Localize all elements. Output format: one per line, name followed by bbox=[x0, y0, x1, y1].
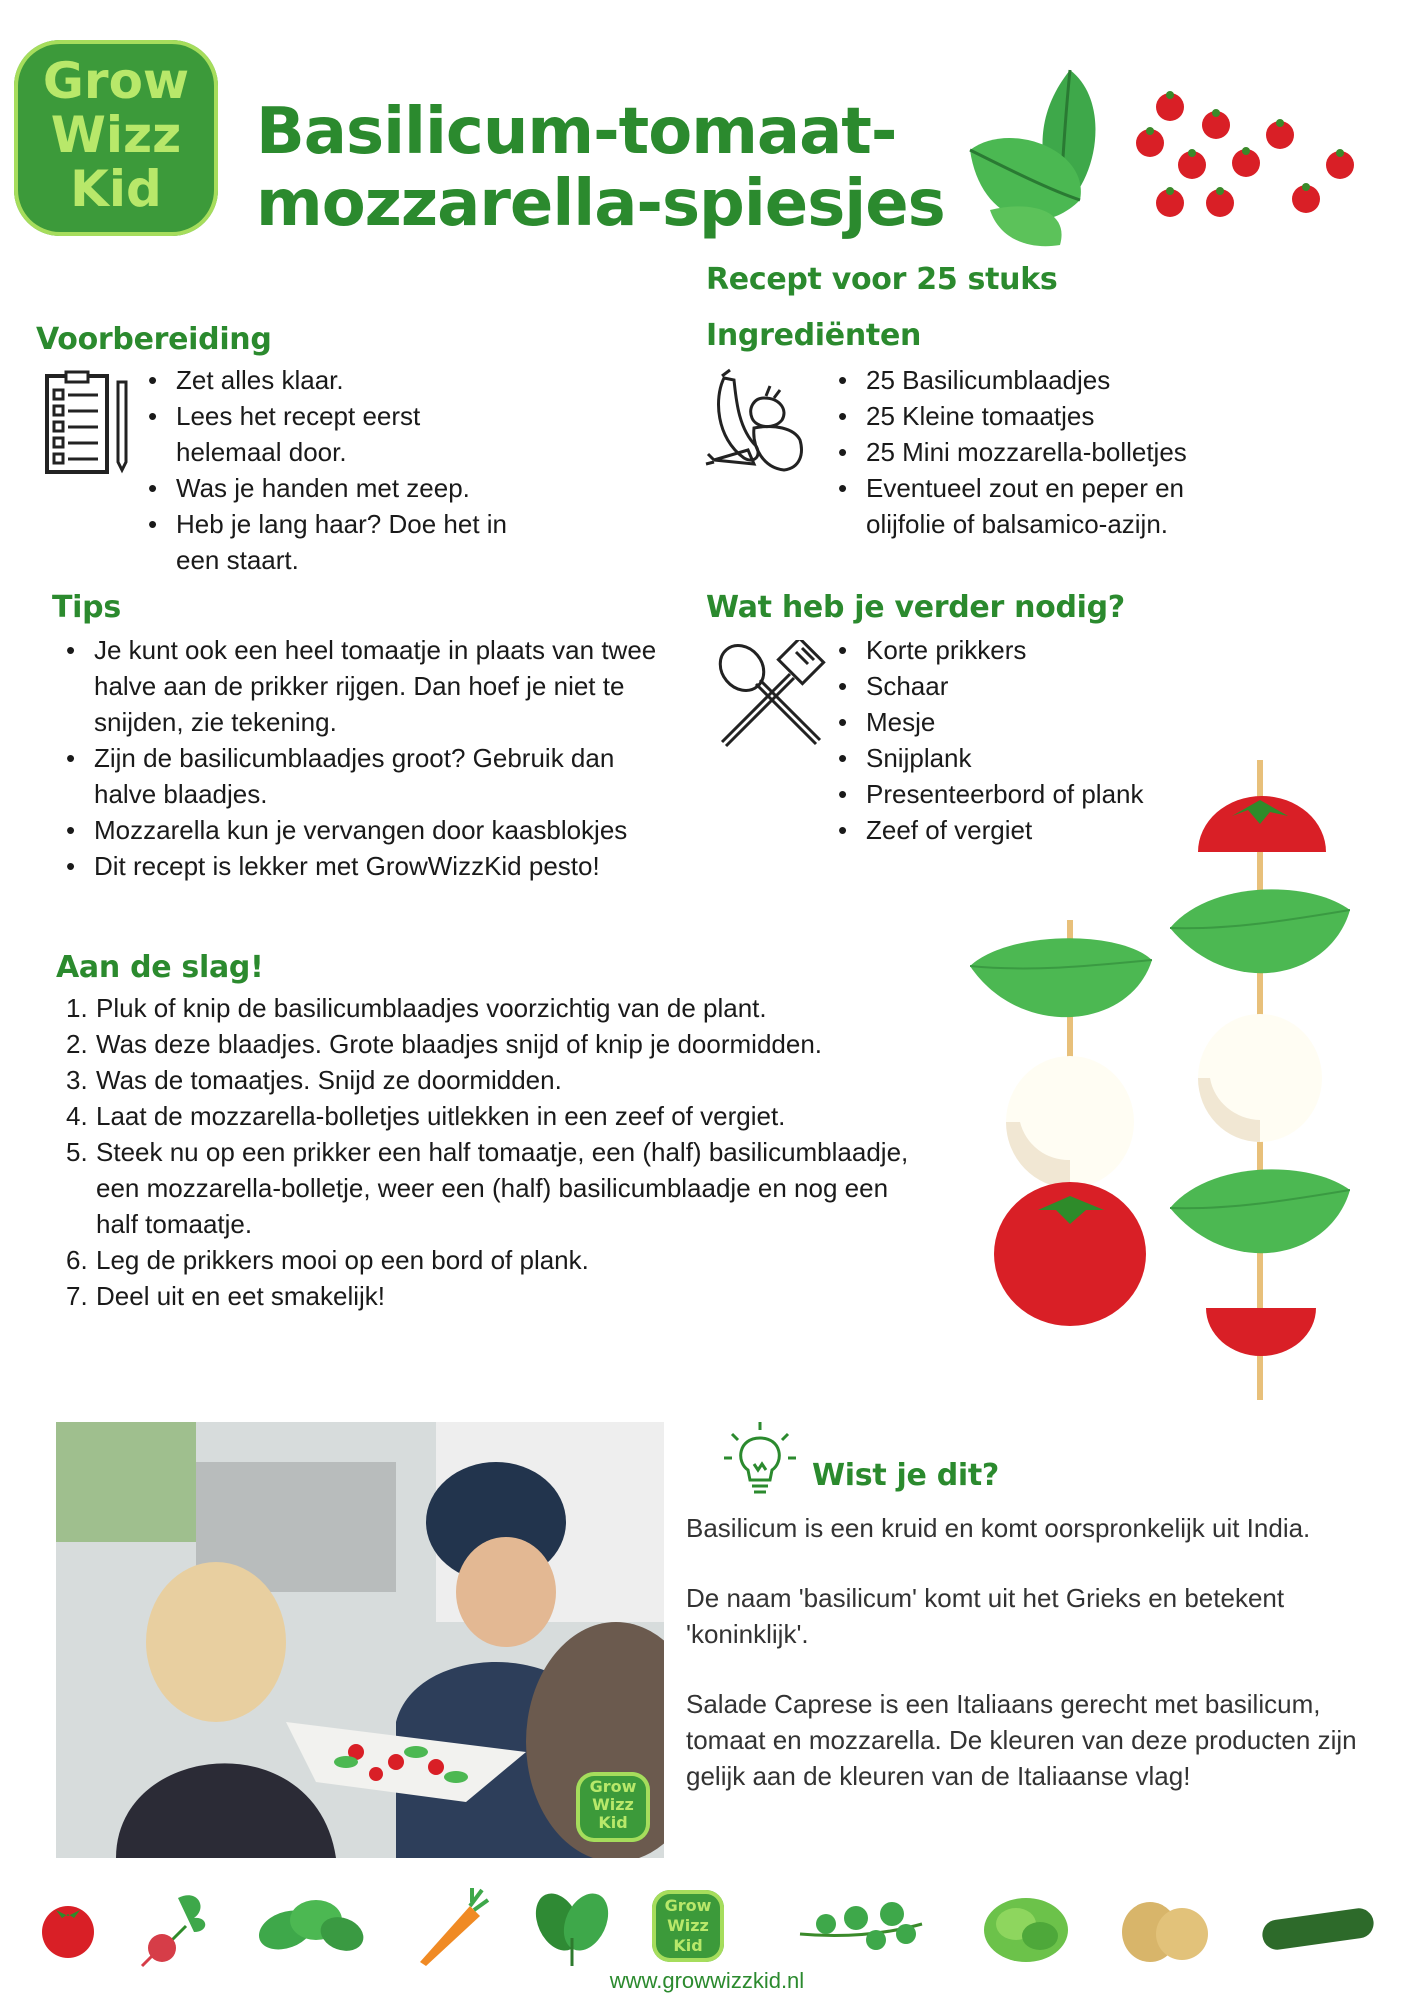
footer-logo-line-1: Grow bbox=[664, 1896, 712, 1915]
list-item: • Dit recept is lekker met GrowWizzKid pesto! bbox=[58, 848, 678, 884]
facts-heading: Wist je dit? bbox=[812, 1458, 999, 1493]
footer-logo-line-3: Kid bbox=[673, 1936, 703, 1955]
fact-paragraph: Salade Caprese is een Italiaans gerecht met basilicum, tomaat en mozzarella. De kleuren van deze producten zijn gelijk aan de kleuren van de Italiaanse vlag! bbox=[686, 1689, 1357, 1791]
title-line-2: mozzarella-spiesjes bbox=[256, 167, 945, 241]
list-item: • Zijn de basilicumblaadjes groot? Gebruik dan halve blaadjes. bbox=[58, 740, 678, 812]
fact-paragraph: De naam 'basilicum' komt uit het Grieks en betekent 'koninklijk'. bbox=[686, 1583, 1285, 1649]
lettuce-icon bbox=[980, 1888, 1072, 1968]
tips-heading: Tips bbox=[52, 590, 121, 625]
list-item: • Presenteerbord of plank bbox=[830, 776, 1210, 812]
photo-logo-line-3: Kid bbox=[598, 1813, 628, 1832]
checklist-icon bbox=[44, 370, 130, 476]
growwizzkid-logo bbox=[14, 40, 218, 236]
utensils-icon bbox=[712, 640, 828, 756]
list-item: • Was je handen met zeep. bbox=[140, 470, 520, 506]
list-item: • 25 Kleine tomaatjes bbox=[830, 398, 1250, 434]
list-item: • Eventueel zout en peper en olijfolie of balsamico-azijn. bbox=[830, 470, 1250, 542]
logo-line-2: Wizz bbox=[50, 106, 182, 164]
logo-line-3: Kid bbox=[70, 160, 162, 218]
title-line-1: Basilicum-tomaat- bbox=[256, 95, 897, 169]
logo-line-1: Grow bbox=[42, 52, 190, 110]
list-item: • Zet alles klaar. bbox=[140, 362, 520, 398]
radish-icon bbox=[138, 1888, 218, 1968]
tips-list bbox=[58, 632, 678, 884]
carrot-icon bbox=[410, 1888, 490, 1968]
footer-logo-line-2: Wizz bbox=[667, 1916, 709, 1935]
facts-text bbox=[686, 1510, 1386, 1794]
potato-icon bbox=[1120, 1892, 1210, 1964]
basil-leaves-illustration bbox=[950, 60, 1130, 250]
footer-logo bbox=[652, 1890, 724, 1962]
parsley-icon bbox=[796, 1894, 926, 1964]
list-item: • Zeef of vergiet bbox=[830, 812, 1210, 848]
steps-list bbox=[56, 990, 916, 1314]
step-item: Leg de prikkers mooi op een bord of plank. bbox=[96, 1245, 589, 1275]
list-item: • 25 Mini mozzarella-bolletjes bbox=[830, 434, 1250, 470]
list-item: • Schaar bbox=[830, 668, 1210, 704]
step-item: Was de tomaatjes. Snijd ze doormidden. bbox=[96, 1065, 562, 1095]
vegetables-icon bbox=[704, 368, 814, 478]
photo-logo-line-1: Grow bbox=[589, 1777, 637, 1796]
list-item: • Korte prikkers bbox=[830, 632, 1210, 668]
skewers-illustration bbox=[970, 760, 1350, 1400]
step-item: Was deze blaadjes. Grote blaadjes snijd of knip je doormidden. bbox=[96, 1029, 823, 1059]
step-item: Pluk of knip de basilicumblaadjes voorzichtig van de plant. bbox=[96, 993, 767, 1023]
list-item: • Lees het recept eerst helemaal door. bbox=[140, 398, 520, 470]
list-item: • 25 Basilicumblaadjes bbox=[830, 362, 1250, 398]
ingredients-heading: Ingrediënten bbox=[706, 318, 922, 353]
step-item: Deel uit en eet smakelijk! bbox=[96, 1281, 386, 1311]
preparation-heading: Voorbereiding bbox=[36, 322, 272, 357]
children-making-skewers-photo bbox=[56, 1422, 664, 1858]
list-item: • Snijplank bbox=[830, 740, 1210, 776]
cucumber-icon bbox=[1258, 1906, 1378, 1956]
fact-paragraph: Basilicum is een kruid en komt oorspronkelijk uit India. bbox=[686, 1513, 1311, 1543]
equipment-heading: Wat heb je verder nodig? bbox=[706, 590, 1125, 625]
step-item: Laat de mozzarella-bolletjes uitlekken in een zeef of vergiet. bbox=[96, 1101, 786, 1131]
lightbulb-icon bbox=[722, 1420, 798, 1500]
spinach-icon bbox=[530, 1888, 614, 1968]
step-item: Steek nu op een prikker een half tomaatje, een (half) basilicumblaadje, een mozzarella-bolletje, weer een (half) basilicumblaadje en nog een half tomaatje. bbox=[96, 1137, 909, 1239]
servings-text: Recept voor 25 stuks bbox=[706, 262, 1058, 297]
list-item: • Mozzarella kun je vervangen door kaasblokjes bbox=[58, 812, 678, 848]
photo-logo-line-2: Wizz bbox=[592, 1795, 634, 1814]
ingredients-list bbox=[830, 362, 1250, 542]
footer-icons bbox=[30, 1888, 1390, 1968]
cherry-tomatoes-illustration bbox=[1130, 85, 1360, 225]
footer-url[interactable]: www.growwizzkid.nl bbox=[609, 1968, 805, 1993]
photo-logo bbox=[576, 1772, 650, 1842]
list-item: • Je kunt ook een heel tomaatje in plaats van twee halve aan de prikker rijgen. Dan hoef je niet te snijden, zie tekening. bbox=[58, 632, 678, 740]
tomato-icon bbox=[36, 1896, 100, 1960]
basil-icon bbox=[256, 1890, 366, 1966]
photo-scene bbox=[56, 1422, 664, 1858]
preparation-list bbox=[140, 362, 520, 578]
list-item: • Heb je lang haar? Doe het in een staart. bbox=[140, 506, 520, 578]
steps-heading: Aan de slag! bbox=[56, 950, 264, 985]
list-item: • Mesje bbox=[830, 704, 1210, 740]
page-title bbox=[256, 96, 976, 240]
